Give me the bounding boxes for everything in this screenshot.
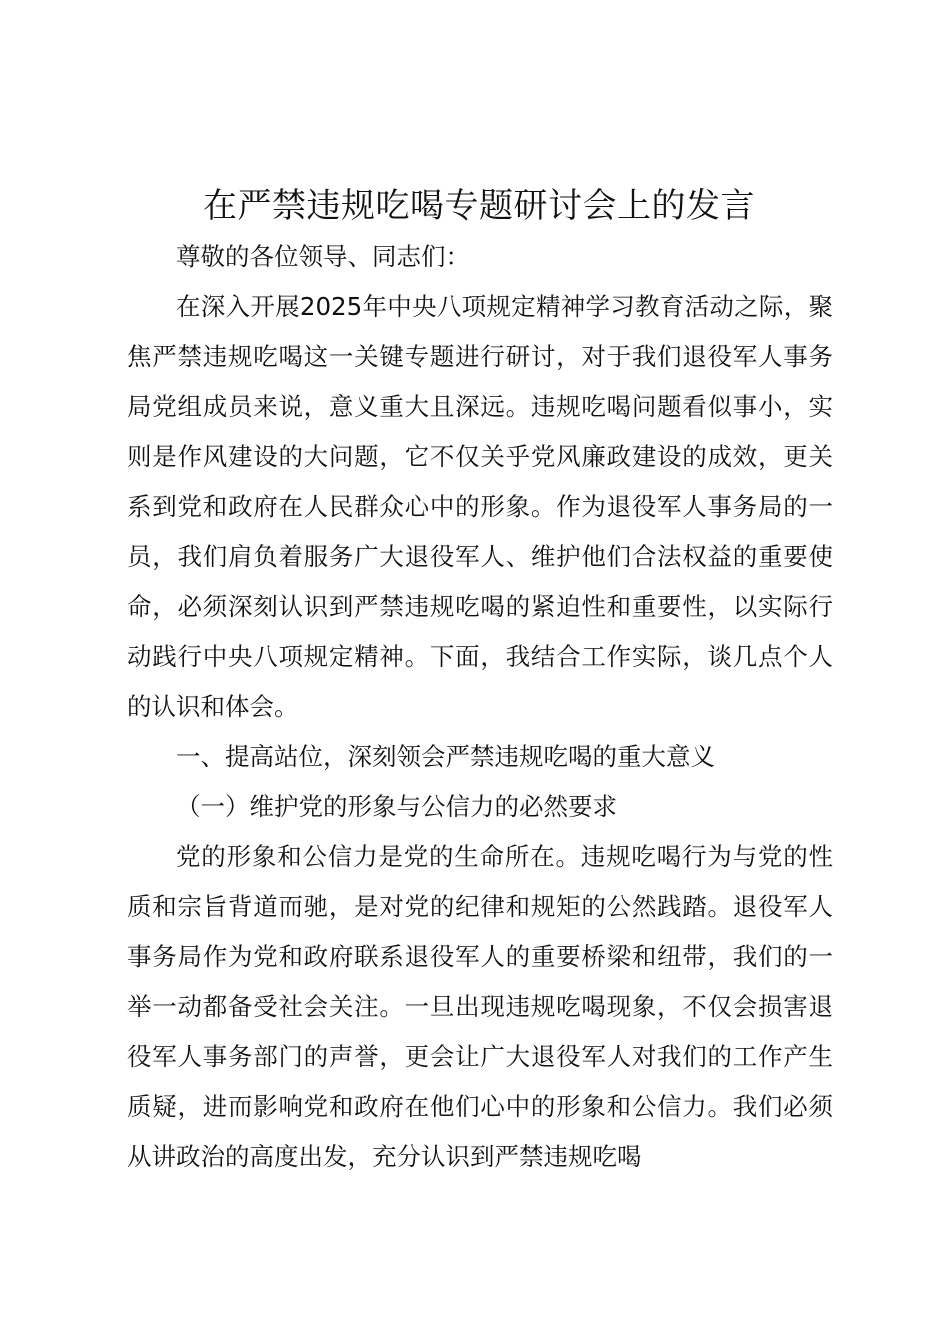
section-heading: 一、提高站位，深刻领会严禁违规吃喝的重大意义 [176,742,715,771]
document-body [127,232,833,1182]
intro-paragraph: 在深入开展2025年中央八项规定精神学习教育活动之际，聚焦严禁违规吃喝这一关键专题进行研讨，对于我们退役军人事务局党组成员来说，意义重大且深远。违规吃喝问题看似事小，实则是作风建设的大问题，它不仅关乎党风廉政建设的成效，更关系到党和政府在人民群众心中的形象。作为退役军人事务局的一员，我们肩负着服务广大退役军人、维护他们合法权益的重要使命，必须深刻认识到严禁违规吃喝的紧迫性和重要性，以实际行动践行中央八项规定精神。下面，我结合工作实际，谈几点个人的认识和体会。 [127,292,833,721]
subsection-heading: （一）维护党的形象与公信力的必然要求 [176,792,617,821]
subsection-paragraph: 党的形象和公信力是党的生命所在。违规吃喝行为与党的性质和宗旨背道而驰，是对党的纪律和规矩的公然践踏。退役军人事务局作为党和政府联系退役军人的重要桥梁和纽带，我们的一举一动都备受社会关注。一旦出现违规吃喝现象，不仅会损害退役军人事务部门的声誉，更会让广大退役军人对我们的工作产生质疑，进而影响党和政府在他们心中的形象和公信力。我们必须从讲政治的高度出发，充分认识到严禁违规吃喝 [127,842,833,1171]
salutation: 尊敬的各位领导、同志们： [176,242,470,271]
document-title: 在严禁违规吃喝专题研讨会上的发言 [203,186,755,226]
